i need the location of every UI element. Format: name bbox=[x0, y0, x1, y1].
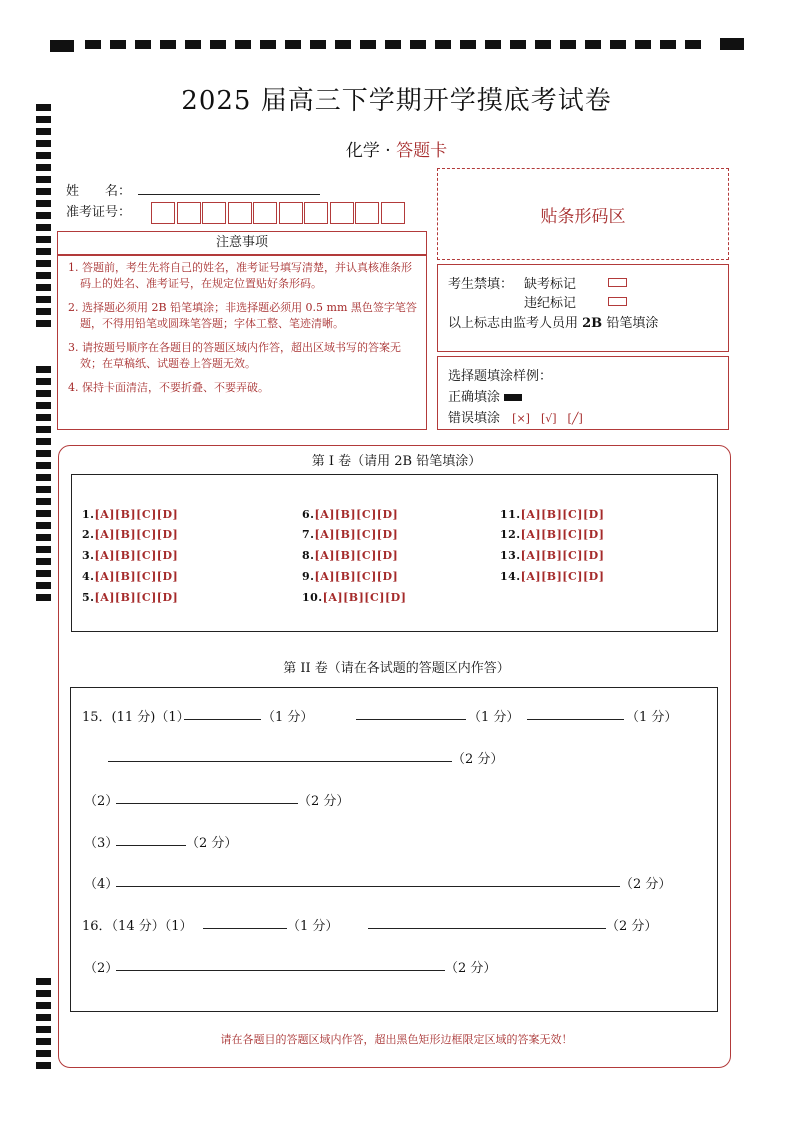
id-cell[interactable] bbox=[151, 202, 175, 224]
q15-1-blank-a[interactable] bbox=[184, 706, 261, 720]
id-label: 准考证号： bbox=[66, 205, 132, 220]
subtitle-dot: · bbox=[385, 141, 391, 161]
notice-item-2: 2. 选择题必须用 2B 铅笔填涂；非选择题必须用 0.5 mm 黑色签字笔答题，不得用铅笔或圆珠笔答题；字体工整、笔迹清晰。 bbox=[68, 301, 417, 330]
mc-question[interactable]: 8.[A][B][C][D] bbox=[302, 549, 399, 562]
q16-2-label: （2） bbox=[84, 961, 119, 976]
mc-question[interactable]: 12.[A][B][C][D] bbox=[500, 528, 605, 541]
id-cell[interactable] bbox=[355, 202, 379, 224]
mc-question[interactable]: 14.[A][B][C][D] bbox=[500, 570, 605, 583]
forbidden-label: 考生禁填： bbox=[448, 277, 514, 292]
absent-mark-label: 缺考标记 bbox=[524, 277, 577, 292]
violation-mark-box[interactable] bbox=[608, 297, 627, 306]
mc-question[interactable]: 9.[A][B][C][D] bbox=[302, 570, 399, 583]
id-cell[interactable] bbox=[330, 202, 354, 224]
q15-3-label: （3） bbox=[84, 836, 119, 851]
absent-mark-box[interactable] bbox=[608, 278, 627, 287]
card-label: 答题卡 bbox=[396, 141, 448, 161]
sample-correct-label: 正确填涂 bbox=[448, 390, 501, 405]
id-cell[interactable] bbox=[279, 202, 303, 224]
forbidden-note-prefix: 以上标志由监考人员用 bbox=[448, 316, 583, 331]
name-label: 姓 名： bbox=[66, 184, 132, 199]
q15-4-label: （4） bbox=[84, 877, 119, 892]
notice-item-3: 3. 请按题号顺序在各题目的答题区域内作答，超出区域书写的答案无效；在草稿纸、试题卷上答题无效。 bbox=[68, 341, 401, 370]
q15-1-points-a: （1 分） bbox=[262, 710, 314, 725]
notice-item-1: 1. 答题前，考生先将自己的姓名，准考证号填写清楚，并认真核准条形码上的姓名、准考证号，在规定位置贴好条形码。 bbox=[68, 261, 412, 290]
q16-2-blank[interactable] bbox=[116, 957, 445, 971]
q15-1-blank-c[interactable] bbox=[527, 706, 624, 720]
mc-question[interactable]: 6.[A][B][C][D] bbox=[302, 508, 399, 521]
notice-item-4: 4. 保持卡面清洁，不要折叠、不要弄破。 bbox=[68, 381, 269, 394]
violation-mark-label: 违纪标记 bbox=[524, 296, 577, 311]
q15-4-points: （2 分） bbox=[620, 877, 672, 892]
section1-title: 第 I 卷（请用 2B 铅笔填涂） bbox=[311, 454, 482, 469]
footer-warning: 请在各题目的答题区域内作答，超出黑色矩形边框限定区域的答案无效！ bbox=[220, 1033, 573, 1046]
q15-head: 15．(11 分)（1） bbox=[82, 710, 190, 725]
page-title: 2025 届高三下学期开学摸底考试卷 bbox=[181, 86, 612, 116]
q15-1-points-c: （1 分） bbox=[626, 710, 678, 725]
id-cell[interactable] bbox=[228, 202, 252, 224]
mc-question[interactable]: 10.[A][B][C][D] bbox=[302, 591, 407, 604]
notice-title: 注意事项 bbox=[57, 231, 427, 255]
sample-wrong bbox=[448, 407, 583, 426]
q16-1-blank-b[interactable] bbox=[368, 915, 606, 929]
barcode-area bbox=[437, 168, 729, 260]
sample-wrong-label: 错误填涂 bbox=[448, 411, 501, 426]
sample-title: 选择题填涂样例： bbox=[448, 369, 553, 384]
name-field[interactable] bbox=[138, 180, 320, 195]
id-cell[interactable] bbox=[304, 202, 328, 224]
mc-question[interactable]: 4.[A][B][C][D] bbox=[82, 570, 179, 583]
subject: 化学 bbox=[345, 141, 380, 161]
wrong-marks: [×] [√] [╱] bbox=[512, 412, 583, 425]
mc-question[interactable]: 11.[A][B][C][D] bbox=[500, 508, 605, 521]
q15-2-label: （2） bbox=[84, 794, 119, 809]
q16-1-points-a: （1 分） bbox=[287, 919, 339, 934]
mc-question[interactable]: 7.[A][B][C][D] bbox=[302, 528, 399, 541]
q15-3-blank[interactable] bbox=[116, 832, 186, 846]
id-cell[interactable] bbox=[253, 202, 277, 224]
q16-1-points-b: （2 分） bbox=[606, 919, 658, 934]
mc-question[interactable]: 3.[A][B][C][D] bbox=[82, 549, 179, 562]
notice-box bbox=[57, 255, 427, 430]
q16-1-blank-a[interactable] bbox=[203, 915, 287, 929]
mc-question[interactable]: 13.[A][B][C][D] bbox=[500, 549, 605, 562]
section2-title: 第 II 卷（请在各试题的答题区内作答） bbox=[283, 661, 510, 676]
forbidden-panel bbox=[437, 264, 729, 352]
q15-1-points-d: （2 分） bbox=[452, 752, 504, 767]
q15-2-points: （2 分） bbox=[298, 794, 350, 809]
mc-question[interactable]: 2.[A][B][C][D] bbox=[82, 528, 179, 541]
q15-2-blank[interactable] bbox=[116, 790, 298, 804]
sample-correct bbox=[448, 386, 522, 405]
forbidden-note-bold: 2B bbox=[582, 316, 603, 331]
forbidden-note-suffix: 铅笔填涂 bbox=[602, 316, 659, 331]
q15-1-blank-d[interactable] bbox=[108, 748, 452, 762]
filled-mark-icon bbox=[504, 394, 522, 401]
q15-4-blank[interactable] bbox=[116, 873, 620, 887]
subtitle bbox=[0, 136, 793, 161]
barcode-label: 贴条形码区 bbox=[540, 206, 626, 227]
q16-2-points: （2 分） bbox=[445, 961, 497, 976]
id-cell[interactable] bbox=[381, 202, 405, 224]
forbidden-note bbox=[448, 312, 658, 331]
sample-panel bbox=[437, 356, 729, 430]
q15-3-points: （2 分） bbox=[186, 836, 238, 851]
id-boxes[interactable] bbox=[151, 202, 406, 224]
q15-1-points-b: （1 分） bbox=[468, 710, 520, 725]
mc-question[interactable]: 1.[A][B][C][D] bbox=[82, 508, 179, 521]
q15-1-blank-b[interactable] bbox=[356, 706, 466, 720]
q16-head: 16．（14 分）（1） bbox=[82, 919, 193, 934]
mc-question[interactable]: 5.[A][B][C][D] bbox=[82, 591, 179, 604]
id-cell[interactable] bbox=[177, 202, 201, 224]
id-cell[interactable] bbox=[202, 202, 226, 224]
